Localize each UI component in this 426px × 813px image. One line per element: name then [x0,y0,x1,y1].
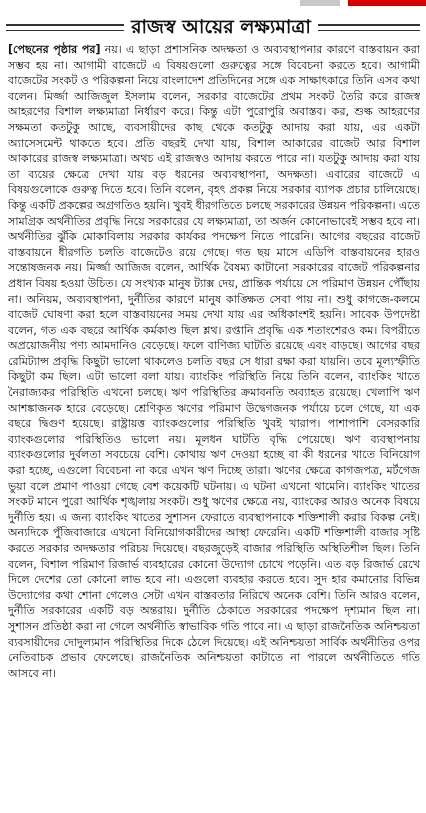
top-color-strip [0,0,426,12]
headline-rule-right-thin [318,30,420,31]
article-headline: রাজস্ব আয়ের লক্ষ্যমাত্রা [131,16,311,38]
headline-rule-left [6,24,124,26]
article-body [8,42,420,808]
continuation-tag: [পেছনের পৃষ্ঠার পর] [8,43,101,56]
headline-rule-left-thin [6,30,124,31]
top-red-bar [348,0,426,6]
article-text: নয়। এ ছাড়া প্রশাসনিক অদক্ষতা ও অব্যবস্থাপনার কারণে বাস্তবায়ন করা সম্ভব হয় না। আগামী বাজেটে এ বিষয়গুলো গুরুত্বের সঙ্গে বিবেচনা করতে হবে। আগামী বাজেটের সংকট ও পরিকল্পনা নিয়ে বাংলাদেশ প্রতিদিনের সঙ্গে এক সাক্ষাৎকারে তিনি এসব কথা বলেন। মির্জ্জা আজিজুল ইসলাম বলেন, সরকার বাজেটের প্রথম সংকট তৈরি করে রাজস্ব আহরণের বিশাল লক্ষ্যমাত্রা নির্ধারণ করে। কিন্তু এটা পুরোপুরি অবাস্তব। কর, শুল্ক আহরণের সক্ষমতা কতটুকু আছে, ব্যবসায়ীদের কাছ থেকে কতটুকু আদায় করা যায়, এর একটা অ্যাসেসমেন্ট থাকতে হবে। প্রতি বছরই দেখা যায়, বিশাল আকারের বাজেট আর বিশাল আকারের রাজস্ব লক্ষ্যমাত্রা। অথচ এই রাজস্বও আদায় করতে পারে না। যতটুকু আদায় করা যায় তা ব্যয়ের ক্ষেত্রে দেখা যায় বড় ধরনের অব্যবস্থাপনা, অদক্ষতা। এবারের বাজেটে এ বিষয়গুলোকে গুরুত্ব দিতে হবে। তিনি বলেন, বৃহৎ প্রকল্প নিয়ে সরকার ব্যাপক প্রচার চালিয়েছে। কিন্তু একটি প্রকল্পের অগ্রগতিও হয়নি। খুবই ধীরগতিতে চলছে সরকারের উন্নয়ন পরিকল্পনা। এতে সামগ্রিক অর্থনীতির প্রবৃদ্ধি নিয়ে সরকারের যে লক্ষ্যমাত্রা, তা অর্জন কোনোভাবেই সম্ভব হবে না। অর্থনীতির ঝুঁকি মোকাবিলায় সরকার কার্যকর পদক্ষেপ নিতে পারেনি। আগের বছরের বাজেট বাস্তবায়নে ধীরগতি চলতি বাজেটেও রয়ে গেছে। গত ছয় মাসে এডিপি বাস্তবায়নের হারও সন্তোষজনক নয়। মির্জ্জা আজিজ বলেন, আর্থিক বৈষম্য কাটানো সরকারের বাজেট পরিকল্পনার প্রধান বিষয় হওয়া উচিত। যে সংখ্যক মানুষ ট্যাক্স দেয়, প্রান্তিক পর্যায়ে সে পরিমাণ উন্নয়ন পৌঁছায় না। অনিয়ম, অব্যবস্থাপনা, দুর্নীতির কারণে মানুষ কাঙ্ক্ষিত সেবা পায় না। শুধু কাগজে-কলমে বাজেট ঘোষণা করা হলে বাস্তবায়নের সময় দেখা যায় এর অধিকাংশই হয়নি। সাবেক উপদেষ্টা বলেন, গত এক বছরে আর্থিক কর্মকাণ্ড ছিল শ্লথ। রপ্তানি প্রবৃদ্ধি এক শতাংশেরও কম। বিপরীতে অপ্রয়োজনীয় পণ্য আমদানিও বেড়েছে। ফলে বাণিজ্য ঘাটতি রয়েছে এবং বাড়ছে। আগের বছর রেমিট্যান্স প্রবৃদ্ধি কিছুটা ভালো থাকলেও চলতি বছর সে ধারা রক্ষা করা যায়নি। তবে মূল্যস্ফীতি কিছুটা কম ছিল। এটা ভালো বলা যায়। ব্যাংকিং পরিস্থিতি নিয়ে তিনি বলেন, ব্যাংকিং খাতে নৈরাজ্যকর পরিস্থিতি এখনো চলছে। ঋণ পরিস্থিতির ক্রমাবনতি অব্যাহত রয়েছে। খেলাপি ঋণ আশঙ্কাজনক হারে বেড়েছে। শ্রেণিকৃত ঋণের পরিমাণ উদ্বেগজনক পর্যায়ে চলে গেছে, যা এক বছরে দ্বিগুণ হয়েছে। রাষ্ট্রায়ত্ত ব্যাংকগুলোর পরিস্থিতি খুবই খারাপ। পাশাপাশি বেসরকারি ব্যাংকগুলোর পরিস্থিতিও ভালো নয়। মূলধন ঘাটতি বৃদ্ধি পেয়েছে। ঋণ ব্যবস্থাপনায় ব্যাংকগুলোর দুর্বলতা সবচেয়ে বেশি। কোথায় ঋণ দেওয়া হচ্ছে বা কী ধরনের খাতে বিনিয়োগ করা হচ্ছে, এগুলো বিবেচনা না করে এখন ঋণ দিচ্ছে তারা। ঋণের ক্ষেত্রে কাগজপত্র, মর্টগেজ ভুয়া বলে প্রমাণ পাওয়া গেছে বেশ কয়েকটি ঘটনায়। এ ঘটনা এখনো থামেনি। ব্যাংকিং খাতের সংকট মানে পুরো আর্থিক শৃঙ্খলায় সংকট। শুধু ঋণের ক্ষেত্রে নয়, ব্যাংকের আরও অনেক বিষয়ে দুর্নীতি হয়। এ জন্য ব্যাংকিং খাতের সুশাসন ফেরাতে ব্যবস্থাপনাকে শক্তিশালী করার বিকল্প নেই। অন্যদিকে পুঁজিবাজারে এখনো বিনিয়োগকারীদের আস্থা ফেরেনি। একটি শক্তিশালী বাজার সৃষ্টি করতে সরকার অদক্ষতার পরিচয় দিয়েছে। বছরজুড়েই বাজার পরিস্থিতি অস্থিতিশীল ছিল। তিনি বলেন, বিশাল পরিমাণ রিজার্ভ ব্যবহারের কোনো উদ্যোগ চোখে পড়েনি। এত বড় রিজার্ভ রেখে দিলে দেশের তো কোনো লাভ হবে না। এগুলো ব্যবহার করতে হবে। সুদ হার কমানোর বিভিন্ন উদ্যোগের কথা শোনা গেলেও সেটা এখন বাস্তবতার নিরিখে অনেক বেশি। তিনি আরও বলেন, দুর্নীতি সরকারের একটি বড় অন্তরায়। দুর্নীতি ঠেকাতে সরকারের পদক্ষেপ দৃশ্যমান ছিল না। সুশাসন প্রতিষ্ঠা করা না গেলে অর্থনীতি স্বাভাবিক গতি পাবে না। এ ছাড়া রাজনৈতিক অনিশ্চয়তা ব্যবসায়ীদের দোদুল্যমান পরিস্থিতির দিকে ঠেলে দিয়েছে। এই অনিশ্চয়তা সার্বিক অর্থনীতির ওপর নেতিবাচক প্রভাব ফেলেছে। রাজনৈতিক অনিশ্চয়তা কাটাতে না পারলে অর্থনীতিতে গতি আসবে না। [8,43,420,680]
headline-rule-right [318,24,420,26]
top-gray-bar [300,0,340,6]
